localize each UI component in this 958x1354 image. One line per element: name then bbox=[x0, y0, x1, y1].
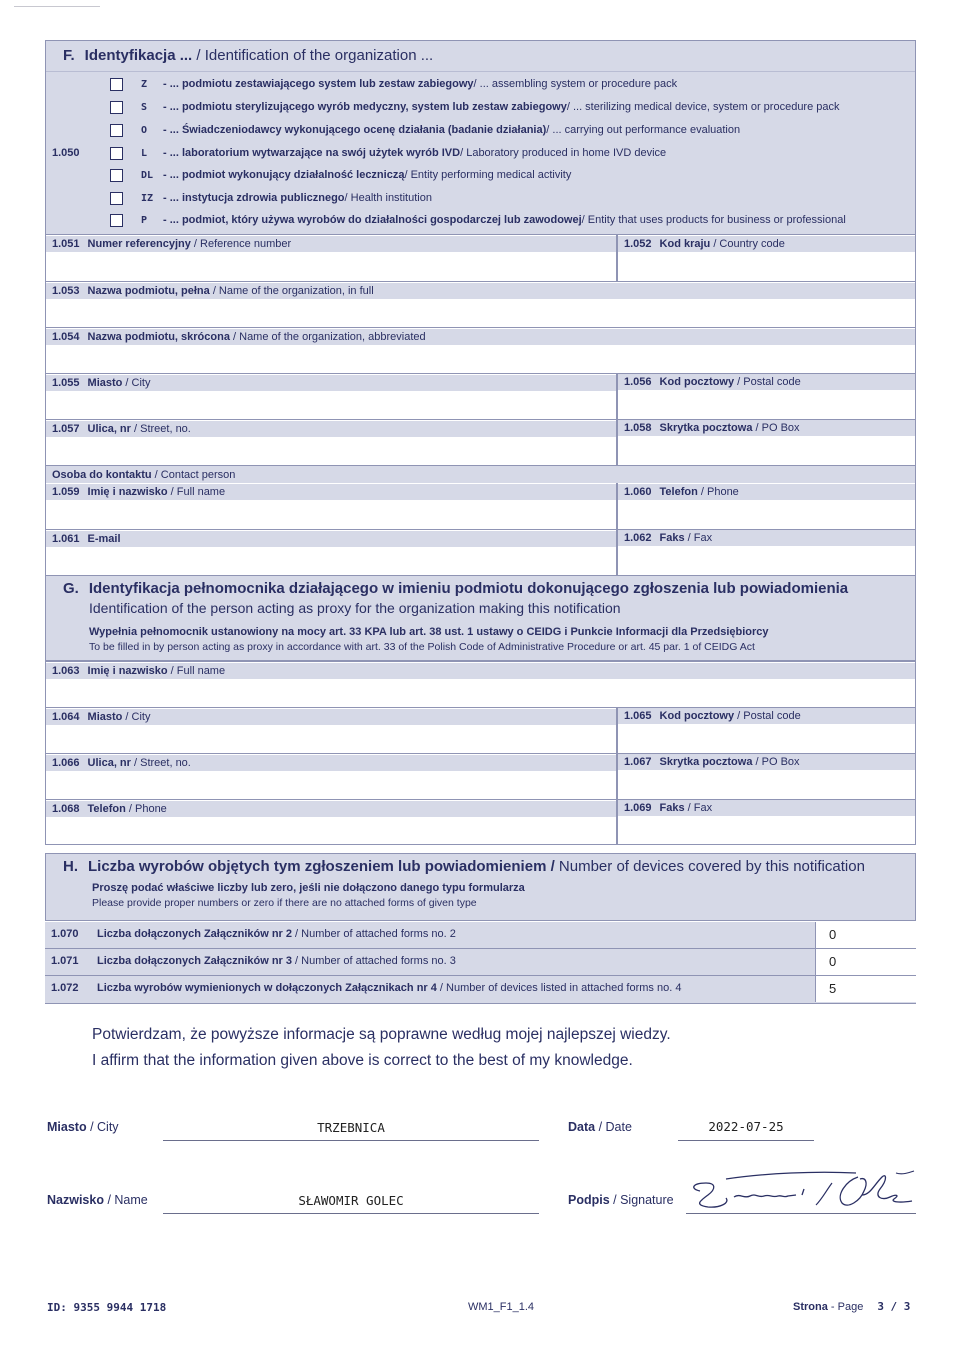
section-f-title-rule bbox=[46, 71, 915, 72]
proxy-fax-input[interactable] bbox=[624, 822, 909, 842]
section-g-title-en: Identification of the person acting as proxy for the organization making this notification bbox=[89, 600, 621, 616]
option-label-en: / Laboratory produced in home IVD device bbox=[460, 147, 667, 159]
option-label-pl: - ... laboratorium wytwarzające na swój użytek wyrób IVD bbox=[163, 147, 461, 159]
organization-full-name-input[interactable] bbox=[52, 304, 902, 324]
table-row: 1.070 Liczba dołączonych Załączników nr 2 / Number of attached forms no. 2 0 bbox=[45, 922, 916, 949]
checkbox-z[interactable] bbox=[110, 78, 123, 91]
handwritten-signature bbox=[686, 1165, 918, 1217]
form-code: WM1_F1_1.4 bbox=[468, 1301, 535, 1313]
label-1068: 1.068 Telefon / Phone bbox=[46, 801, 616, 817]
label-1067: 1.067 Skrytka pocztowa / PO Box bbox=[618, 754, 915, 770]
devices-count-input[interactable]: 5 bbox=[815, 976, 916, 1002]
checkbox-s[interactable] bbox=[110, 101, 123, 114]
option-label-en: / ... carrying out performance evaluation bbox=[546, 124, 741, 136]
proxy-postal-code-input[interactable] bbox=[624, 730, 909, 750]
label-1056: 1.056 Kod pocztowy / Postal code bbox=[618, 374, 915, 390]
checkbox-iz[interactable] bbox=[110, 192, 123, 205]
email-input[interactable] bbox=[52, 552, 612, 572]
option-code: O bbox=[141, 124, 148, 136]
label-1066: 1.066 Ulica, nr / Street, no. bbox=[46, 755, 616, 771]
checkbox-o[interactable] bbox=[110, 124, 123, 137]
date-value[interactable]: 2022-07-25 bbox=[708, 1119, 784, 1134]
option-code: IZ bbox=[141, 192, 154, 204]
signature-label: Podpis / Signature bbox=[568, 1193, 674, 1207]
contact-full-name-input[interactable] bbox=[52, 506, 612, 526]
proxy-street-input[interactable] bbox=[52, 776, 612, 796]
country-code-input[interactable] bbox=[624, 258, 909, 278]
street-input[interactable] bbox=[52, 442, 612, 462]
date-label: Data / Date bbox=[568, 1120, 632, 1134]
option-label-en: / ... assembling system or procedure pack bbox=[473, 78, 678, 90]
option-row-l[interactable] bbox=[64, 143, 666, 163]
table-row: 1.072 Liczba wyrobów wymienionych w dołączonych Załącznikach nr 4 / Number of devices listed in attached forms no. 4 5 bbox=[45, 976, 916, 1003]
contact-phone-input[interactable] bbox=[624, 506, 909, 526]
proxy-full-name-input[interactable] bbox=[52, 684, 902, 704]
reference-number-input[interactable] bbox=[52, 258, 612, 278]
option-code: Z bbox=[141, 78, 148, 90]
field-number-1050: 1.050 bbox=[52, 147, 80, 159]
label-1052: 1.052 Kod kraju / Country code bbox=[618, 236, 915, 252]
option-label-en: / Entity that uses products for business or professional bbox=[581, 214, 846, 226]
city-label: Miasto / City bbox=[47, 1120, 119, 1134]
fax-input[interactable] bbox=[624, 552, 909, 572]
section-h-note-en: Please provide proper numbers or zero if there are no attached forms of given type bbox=[92, 897, 477, 909]
proxy-phone-input[interactable] bbox=[52, 822, 612, 842]
section-h-note-pl: Proszę podać właściwe liczby lub zero, jeśli nie dołączono danego typu formularza bbox=[92, 882, 525, 894]
label-1060: 1.060 Telefon / Phone bbox=[618, 484, 915, 500]
page-indicator: Strona - Page 3 / 3 bbox=[793, 1300, 911, 1313]
section-g-note-pl: Wypełnia pełnomocnik ustanowiony na mocy art. 33 KPA lub art. 38 ust. 1 ustawy o CEIDG i Punkcie Informacji dla Przedsiębiorcy bbox=[89, 626, 769, 638]
option-label-en: / Entity performing medical activity bbox=[404, 169, 572, 181]
label-1055: 1.055 Miasto / City bbox=[46, 375, 616, 391]
proxy-po-box-input[interactable] bbox=[624, 776, 909, 796]
option-code: DL bbox=[141, 169, 154, 181]
affirmation-en: I affirm that the information given above is correct to the best of my knowledge. bbox=[92, 1052, 633, 1069]
city-input[interactable] bbox=[52, 396, 612, 416]
proxy-city-input[interactable] bbox=[52, 730, 612, 750]
top-rule bbox=[14, 6, 100, 7]
section-f-title: F. Identyfikacja ... / Identification of the organization ... bbox=[63, 47, 434, 64]
label-1069: 1.069 Faks / Fax bbox=[618, 800, 915, 816]
option-code: L bbox=[141, 147, 148, 159]
label-1059: 1.059 Imię i nazwisko / Full name bbox=[46, 484, 616, 500]
forms-no2-count-input[interactable]: 0 bbox=[815, 922, 916, 948]
option-label-pl: - ... podmiot, który używa wyrobów do działalności gospodarczej lub zawodowej bbox=[163, 214, 582, 226]
city-underline bbox=[163, 1140, 539, 1141]
organization-short-name-input[interactable] bbox=[52, 350, 902, 370]
label-1064: 1.064 Miasto / City bbox=[46, 709, 616, 725]
section-g-title: G. Identyfikacja pełnomocnika działającego w imieniu podmiotu dokonującego zgłoszenia lub powiadomienia bbox=[63, 580, 849, 597]
table-row: 1.071 Liczba dołączonych Załączników nr 3 / Number of attached forms no. 3 0 bbox=[45, 949, 916, 976]
label-1054: 1.054 Nazwa podmiotu, skrócona / Name of the organization, abbreviated bbox=[46, 329, 915, 345]
option-row-p[interactable] bbox=[64, 210, 846, 230]
forms-no3-count-input[interactable]: 0 bbox=[815, 949, 916, 975]
label-1051: 1.051 Numer referencyjny / Reference number bbox=[46, 236, 616, 252]
date-underline bbox=[678, 1140, 814, 1141]
option-row-z[interactable] bbox=[64, 74, 677, 94]
option-label-pl: - ... podmiotu zestawiającego system lub zestaw zabiegowy bbox=[163, 78, 474, 90]
checkbox-dl[interactable] bbox=[110, 169, 123, 182]
option-label-pl: - ... instytucja zdrowia publicznego bbox=[163, 192, 345, 204]
label-1058: 1.058 Skrytka pocztowa / PO Box bbox=[618, 420, 915, 436]
option-label-en: / ... sterilizing medical device, system or procedure pack bbox=[566, 101, 840, 113]
po-box-input[interactable] bbox=[624, 442, 909, 462]
option-row-dl[interactable] bbox=[64, 165, 571, 185]
city-value[interactable]: TRZEBNICA bbox=[317, 1120, 385, 1135]
affirmation-pl: Potwierdzam, że powyższe informacje są poprawne według mojej najlepszej wiedzy. bbox=[92, 1026, 671, 1043]
label-1065: 1.065 Kod pocztowy / Postal code bbox=[618, 708, 915, 724]
section-h-title: H. Liczba wyrobów objętych tym zgłoszeniem lub powiadomieniem / Number of devices covered by this notification bbox=[63, 858, 865, 875]
option-code: P bbox=[141, 214, 148, 226]
option-label-pl: - ... podmiot wykonujący działalność leczniczą bbox=[163, 169, 405, 181]
checkbox-l[interactable] bbox=[110, 147, 123, 160]
contact-person-header: Osoba do kontaktu / Contact person bbox=[45, 465, 916, 483]
label-1062: 1.062 Faks / Fax bbox=[618, 530, 915, 546]
label-1053: 1.053 Nazwa podmiotu, pełna / Name of the organization, in full bbox=[46, 283, 915, 299]
checkbox-p[interactable] bbox=[110, 214, 123, 227]
option-label-en: / Health institution bbox=[344, 192, 432, 204]
name-underline bbox=[163, 1213, 539, 1214]
option-label-pl: - ... Świadczeniodawcy wykonującego ocenę działania (badanie działania) bbox=[163, 124, 547, 136]
option-code: S bbox=[141, 101, 148, 113]
document-id: ID: 9355 9944 1718 bbox=[47, 1301, 167, 1314]
postal-code-input[interactable] bbox=[624, 396, 909, 416]
option-row-o[interactable] bbox=[64, 120, 740, 140]
option-row-s[interactable] bbox=[64, 97, 840, 117]
name-value[interactable]: SŁAWOMIR GOLEC bbox=[298, 1193, 404, 1208]
label-1057: 1.057 Ulica, nr / Street, no. bbox=[46, 421, 616, 437]
label-1061: 1.061 E-mail bbox=[46, 531, 616, 547]
option-label-pl: - ... podmiotu sterylizującego wyrób medyczny, system lub zestaw zabiegowy bbox=[163, 101, 567, 113]
name-label: Nazwisko / Name bbox=[47, 1193, 148, 1207]
label-1063: 1.063 Imię i nazwisko / Full name bbox=[46, 663, 915, 679]
option-row-iz[interactable] bbox=[64, 188, 432, 208]
section-g-note-en: To be filled in by person acting as proxy in accordance with art. 33 of the Polish Code of Administrative Procedure or art. 45 par. 1 of CEIDG Act bbox=[89, 641, 755, 653]
